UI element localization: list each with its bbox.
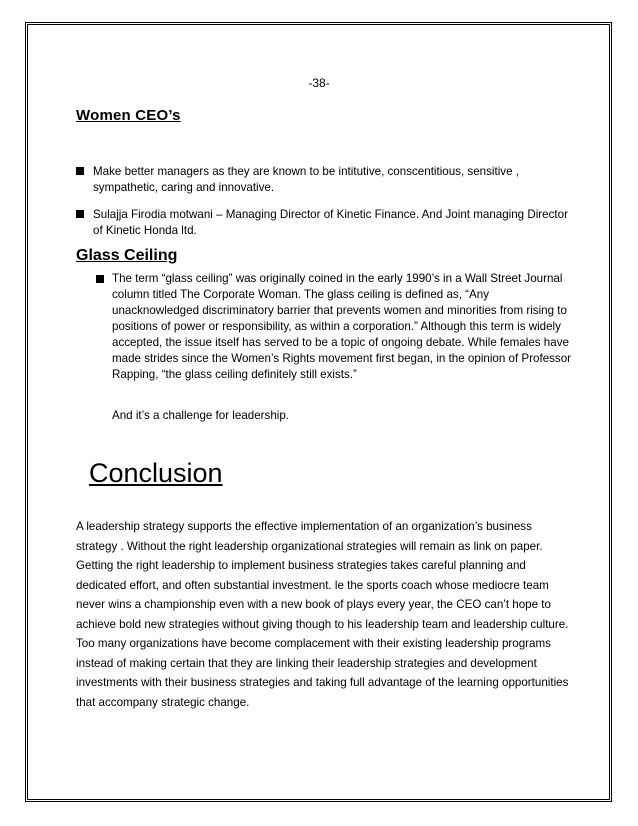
conclusion-heading: Conclusion <box>89 458 223 488</box>
glass-ceiling-followup: And it’s a challenge for leadership. <box>112 409 290 422</box>
page-number: -38- <box>308 76 330 90</box>
women-bullet-1-text: Make better managers as they are known to be intitutive, conscentitious, sensitive , sympathetic, caring and innovative. <box>93 165 519 194</box>
glass-ceiling-bullet <box>96 271 572 383</box>
women-bullet-2 <box>76 207 571 239</box>
square-bullet-icon <box>76 210 84 218</box>
glass-ceiling-bullet-text: The term “glass ceiling” was originally coined in the early 1990’s in a Wall Street Journal column titled The Corporate Woman. The glass ceiling is defined as, “Any unacknowledged discriminatory barrier that prevents women and minorities from rising to positions of power or responsibility, as within a corporation.” Although this term is widely accepted, the issue itself has served to be a topic of ongoing debate. While females have made strides since the Women’s Rights movement first began, in the opinion of Professor Rapping, “the glass ceiling definitely still exists.” <box>112 272 572 381</box>
conclusion-paragraph: A leadership strategy supports the effective implementation of an organization’s business strategy . Without the right leadership organizational strategies will remain as link on paper. Getting the right leadership to implement business strategies takes careful planning and dedicated effort, and often substantial investment. le the sports coach whose mediocre team never wins a championship even with a new book of plays every year, the CEO can’t hope to achieve bold new strategies without giving though to his leadership team and leadership culture. Too many organizations have become complacement with their existing leadership programs instead of making certain that they are linking their leadership strategies and development investments with their business strategies and taking full advantage of the learning opportunities that accompany strategic change. <box>76 520 569 709</box>
square-bullet-icon <box>76 167 84 175</box>
women-ceos-heading: Women CEO’s <box>76 107 181 124</box>
women-bullet-2-text: Sulajja Firodia motwani – Managing Director of Kinetic Finance. And Joint managing Director of Kinetic Honda ltd. <box>93 208 568 237</box>
square-bullet-icon <box>96 275 104 283</box>
women-bullet-1 <box>76 164 571 196</box>
glass-ceiling-heading: Glass Ceiling <box>76 247 178 264</box>
